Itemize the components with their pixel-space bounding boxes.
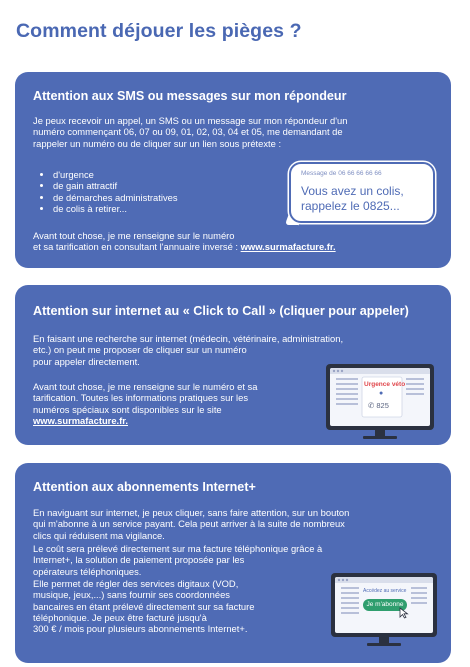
- subscribe-button[interactable]: Je m'abonne: [363, 599, 407, 611]
- surmafacture-link[interactable]: www.surmafacture.fr.: [33, 414, 128, 426]
- pet-icon: ●: [379, 390, 384, 397]
- internet-plus-title: Attention aux abonnements Internet+: [33, 480, 256, 494]
- internet-p1-line: qui m'abonne à un service payant. Cela peut arriver à la suite de nombreux: [33, 518, 345, 530]
- internet-p3-line: Elle permet de régler des services digitaux (VOD,: [33, 578, 239, 589]
- click-p2: [33, 381, 257, 426]
- click-p1-line: etc.) on peut me proposer de cliquer sur un numéro: [33, 344, 247, 356]
- sms-intro-line: numéro commençant 06, 07 ou 09, 01, 02, 03, 04 et 05, me demandant de: [33, 126, 343, 138]
- internet-p1: [33, 507, 433, 541]
- click-p1-line: En faisant une recherche sur internet (médecin, vétérinaire, administration,: [33, 333, 344, 344]
- internet-plus-card: [15, 463, 451, 663]
- internet-p2-line: opérateurs téléphoniques.: [33, 565, 142, 577]
- internet-p2-line: Internet+, la solution de paiement proposée par les: [33, 554, 245, 566]
- browser-window-icon: [330, 368, 430, 426]
- sms-advice: [33, 230, 336, 253]
- internet-p3-line: téléphonique. Je peux être facturé jusqu'à: [33, 611, 207, 623]
- bubble-message: Vous avez un colis, rappelez le 0825...: [301, 184, 404, 213]
- screen-label: Urgence véto: [364, 381, 406, 388]
- sms-advice-text: et sa tarification en consultant l'annuaire inversé :: [33, 241, 241, 253]
- internet-p3: [33, 578, 323, 634]
- phone-icon: ✆: [368, 401, 377, 410]
- screen-caption: Accédez au service: [363, 588, 407, 594]
- click-p2-line: tarification. Toutes les informations pratiques sur les: [33, 392, 249, 404]
- click-p1-line: pour appeler directement.: [33, 355, 140, 367]
- surmafacture-link[interactable]: www.surmafacture.fr.: [240, 241, 336, 253]
- click-p2-line: Avant tout chose, je me renseigne sur le numéro et sa: [33, 381, 258, 392]
- monitor-icon: [326, 364, 434, 430]
- sms-intro-line: rappeler un numéro ou de cliquer sur un lien sous prétexte :: [33, 137, 282, 149]
- list-item: • de gain attractif: [53, 180, 178, 191]
- sms-advice-line: Avant tout chose, je me renseigne sur le numéro: [33, 230, 235, 241]
- internet-p2: [33, 543, 433, 577]
- click-to-call-card: [15, 285, 451, 445]
- sms-card: [15, 72, 451, 268]
- monitor-icon: [331, 573, 437, 637]
- list-item: • de démarches administratives: [53, 192, 178, 203]
- monitor-screen: [335, 577, 433, 633]
- click-p2-line: numéros spéciaux sont disponibles sur le site: [33, 403, 222, 415]
- sms-intro: [33, 115, 431, 149]
- speech-bubble-icon: [289, 162, 435, 223]
- sms-card-title: Attention aux SMS ou messages sur mon répondeur: [33, 89, 347, 103]
- internet-p3-line: 300 € / mois pour plusieurs abonnements Internet+.: [33, 623, 248, 635]
- internet-p1-line: En naviguant sur internet, je peux cliquer, sans faire attention, sur un bouton: [33, 507, 350, 518]
- screen-phone-number[interactable]: [368, 401, 389, 410]
- monitor-base: [367, 643, 401, 646]
- monitor-base: [363, 436, 397, 439]
- internet-p3-line: musique, jeux,...) sans fournir ses coordonnées: [33, 589, 230, 601]
- bubble-sender: Message de 06 66 66 66 66: [301, 170, 382, 177]
- screen-number: 825: [376, 401, 389, 410]
- internet-p1-line: clics qui réduisent ma vigilance.: [33, 529, 165, 541]
- click-to-call-title: Attention sur internet au « Click to Call » (cliquer pour appeler): [33, 304, 409, 318]
- monitor-screen: [330, 368, 430, 426]
- sms-advice-line: [33, 241, 336, 252]
- cursor-icon: [399, 607, 409, 619]
- sms-bullet-list: [41, 169, 178, 214]
- sms-intro-line: Je peux recevoir un appel, un SMS ou un message sur mon répondeur d'un: [33, 115, 348, 126]
- list-item: • de colis à retirer...: [53, 203, 178, 214]
- list-item: • d'urgence: [53, 169, 178, 180]
- page-title: Comment déjouer les pièges ?: [16, 20, 302, 42]
- internet-p2-line: Le coût sera prélevé directement sur ma facture téléphonique grâce à: [33, 543, 323, 554]
- internet-p3-line: bancaires en étant prélevé directement sur sa facture: [33, 600, 255, 612]
- click-p1: [33, 333, 433, 367]
